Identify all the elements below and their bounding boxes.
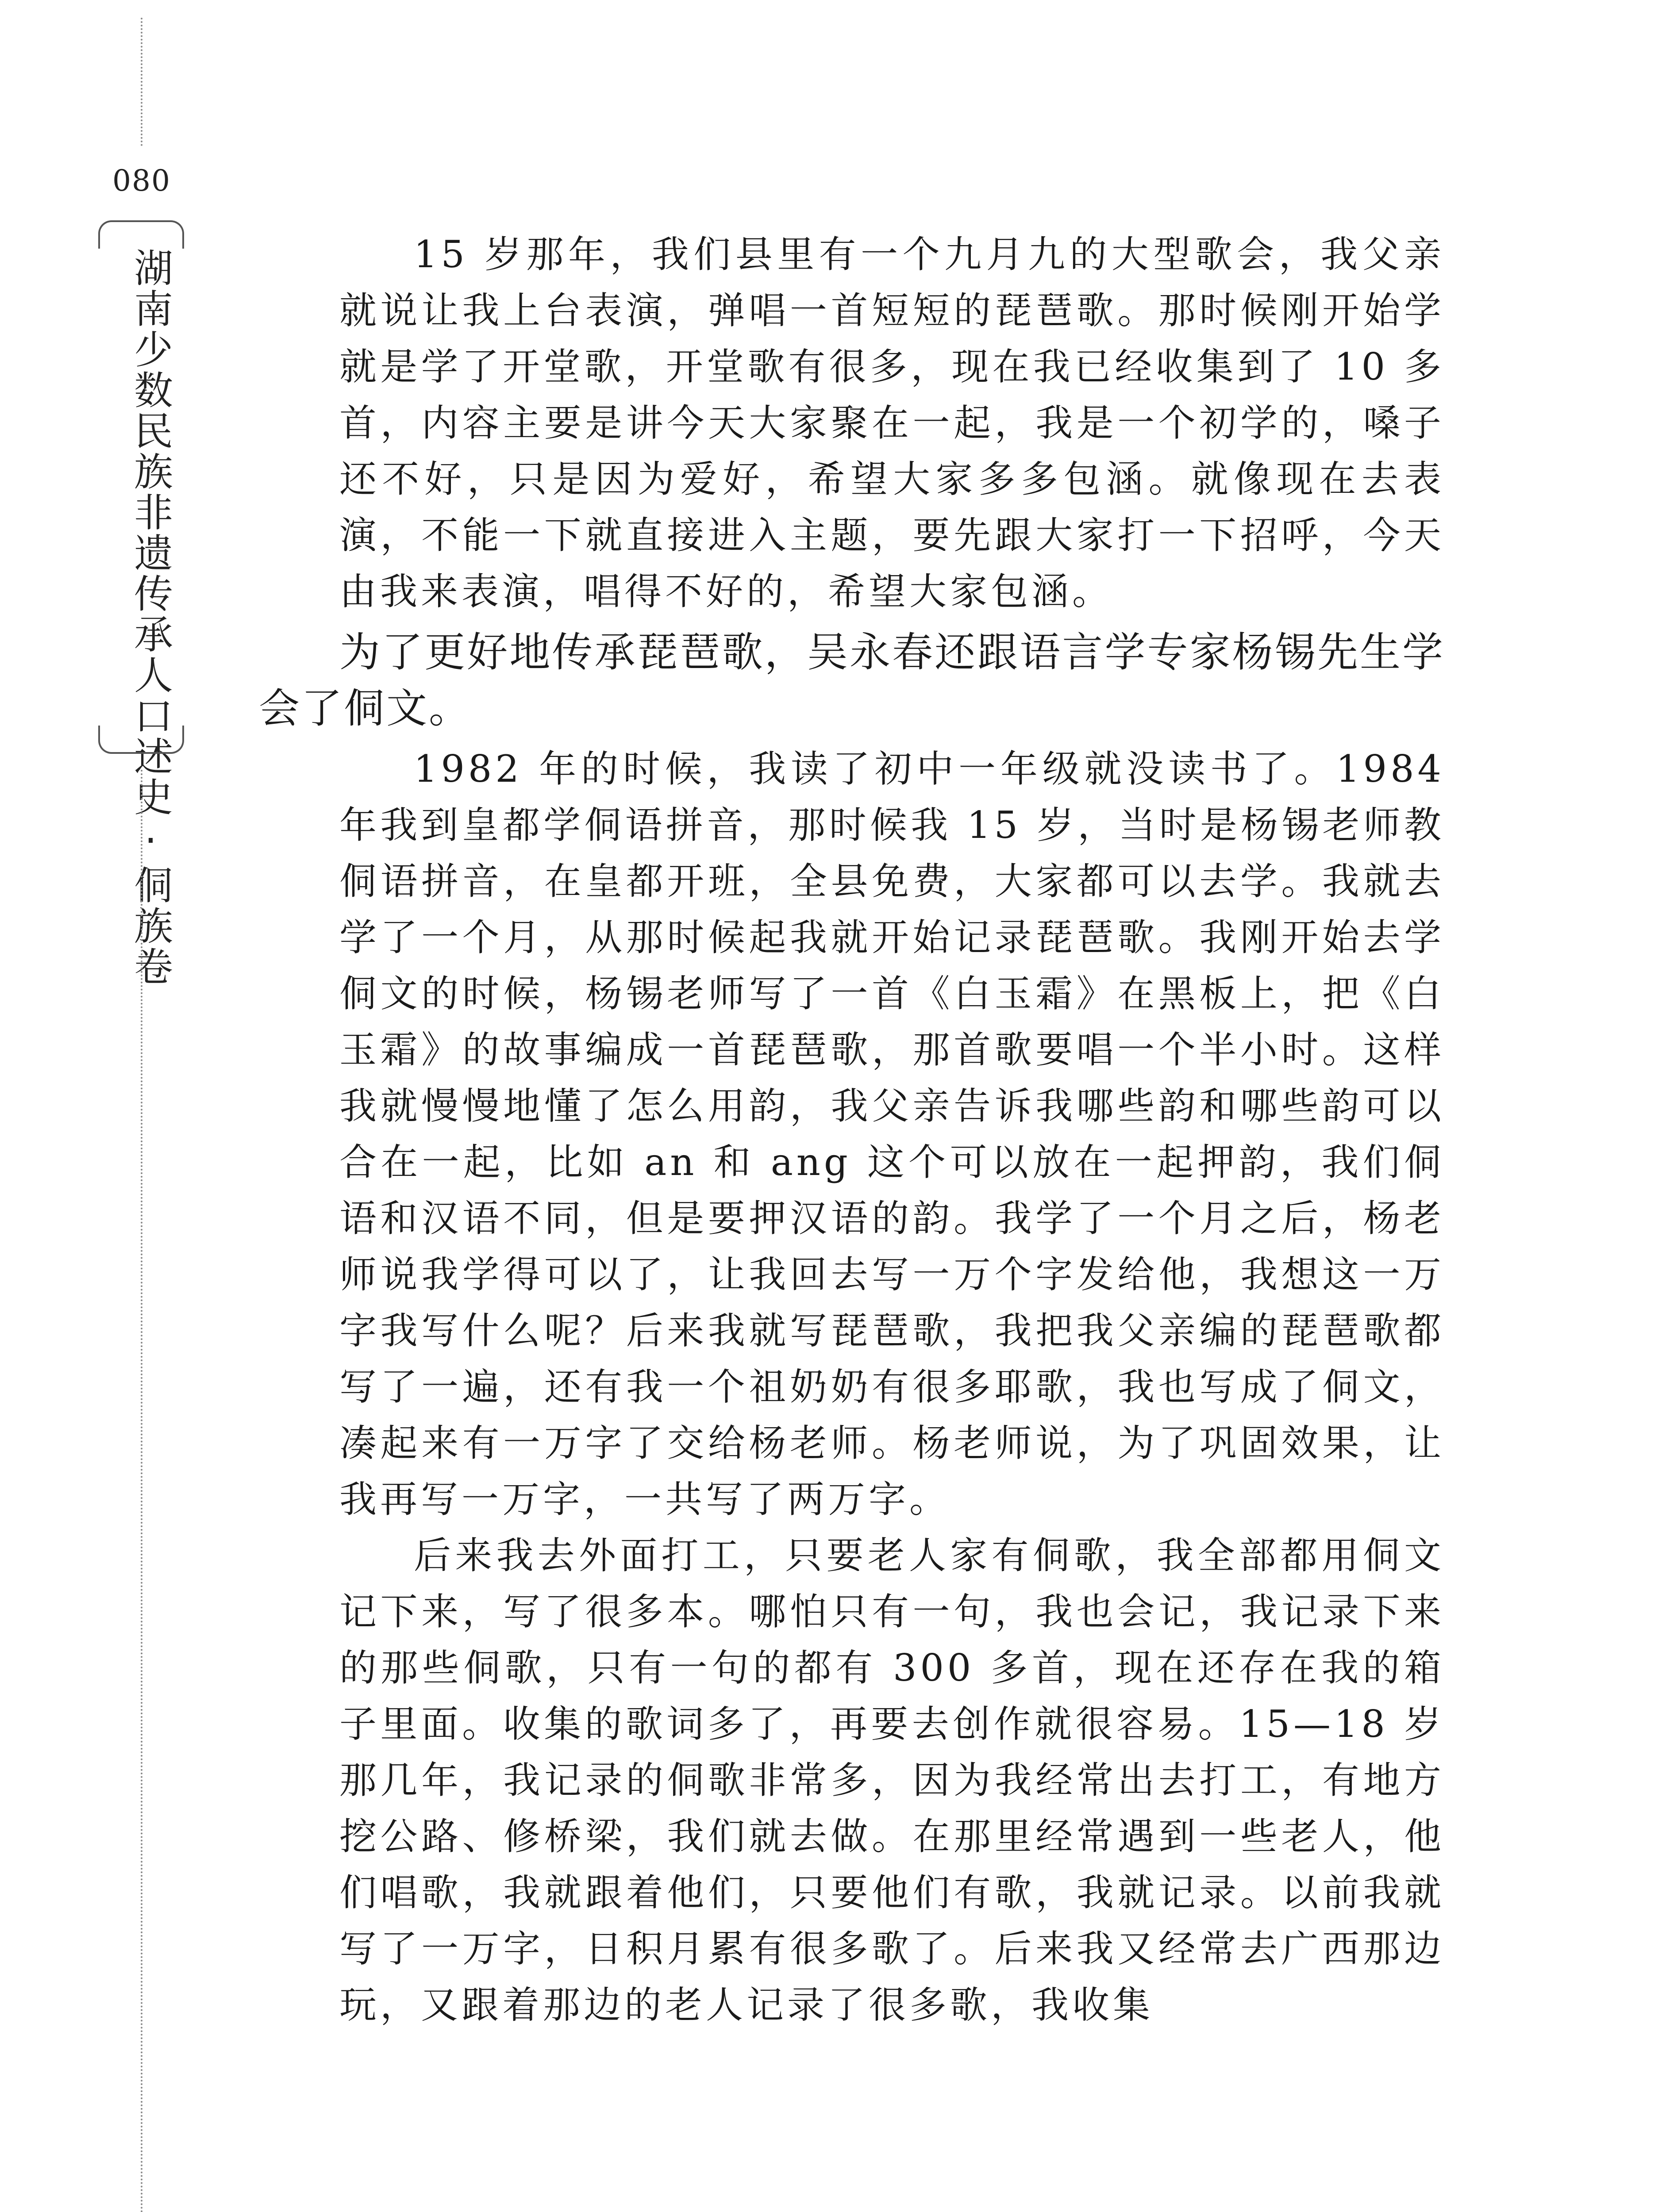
quote-paragraph: 15 岁那年，我们县里有一个九月九的大型歌会，我父亲就说让我上台表演，弹唱一首短短的琵琶歌。那时候刚开始学就是学了开堂歌，开堂歌有很多，现在我已经收集到了 10 多首，内容主要是讲今天大家聚在一起，我是一个初学的，嗓子还不好，只是因为爱好，希望大家多多包涵。就像现在去表演，不能一下就直接进入主题，要先跟大家打一下招呼，今天由我来表演，唱得不好的，希望大家包涵。 xyxy=(339,233,1445,613)
margin-dotted-rule-bottom xyxy=(141,770,142,2212)
title-bracket-bottom xyxy=(98,726,184,754)
title-bracket-top xyxy=(98,220,184,249)
margin-dotted-rule-top xyxy=(141,18,142,146)
narration-paragraph: 为了更好地传承琵琶歌，吴永春还跟语言学专家杨锡先生学会了侗文。 xyxy=(259,629,1445,732)
quote-paragraph: 后来我去外面打工，只要老人家有侗歌，我全部都用侗文记下来，写了很多本。哪怕只有一句，我也会记，我记录下来的那些侗歌，只有一句的都有 300 多首，现在还存在我的箱子里面。收集的歌词多了，再要去创作就很容易。15—18 岁那几年，我记录的侗歌非常多，因为我经常出去打工，有地方挖公路、修桥梁，我们就去做。在那里经常遇到一些老人，他们唱歌，我就跟着他们，只要他们有歌，我就记录。以前我就写了一万字，日积月累有很多歌了。后来我又经常去广西那边玩，又跟着那边的老人记录了很多歌，我收集 xyxy=(339,1534,1445,2027)
quote-paragraph: 1982 年的时候，我读了初中一年级就没读书了。1984 年我到皇都学侗语拼音，那时候我 15 岁，当时是杨锡老师教侗语拼音，在皇都开班，全县免费，大家都可以去学。我就去学了一个月，从那时候起我就开始记录琵琶歌。我刚开始去学侗文的时候，杨锡老师写了一首《白玉霜》在黑板上，把《白玉霜》的故事编成一首琵琶歌，那首歌要唱一个半小时。这样我就慢慢地懂了怎么用韵，我父亲告诉我哪些韵和哪些韵可以合在一起，比如 an 和 ang 这个可以放在一起押韵，我们侗语和汉语不同，但是要押汉语的韵。我学了一个月之后，杨老师说我学得可以了，让我回去写一万个字发给他，我想这一万字我写什么呢？后来我就写琵琶歌，我把我父亲编的琵琶歌都写了一遍，还有我一个祖奶奶有很多耶歌，我也写成了侗文，凑起来有一万字了交给杨老师。杨老师说，为了巩固效果，让我再写一万字，一共写了两万字。 xyxy=(339,747,1445,1521)
series-title: 湖南少数民族非遗传承人口述史·侗族卷 xyxy=(128,248,173,987)
main-text xyxy=(259,227,1445,2033)
page-number: 080 xyxy=(112,164,171,198)
